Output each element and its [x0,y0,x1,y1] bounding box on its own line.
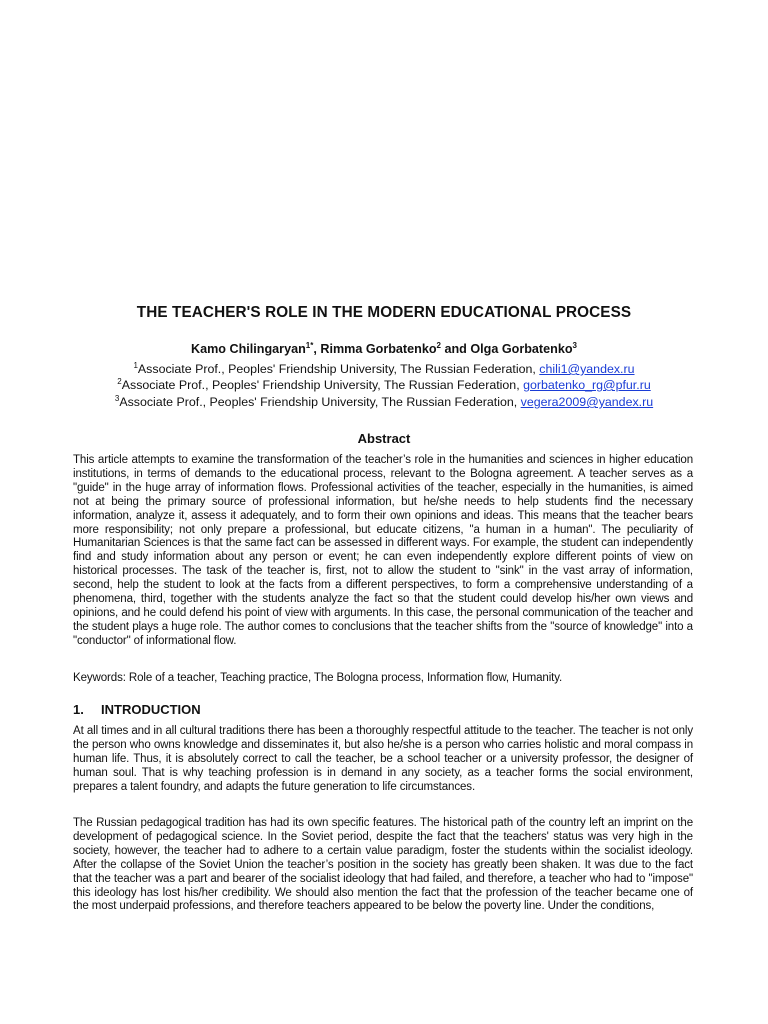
affiliation-superscript: 1 [133,361,138,370]
paper-title: THE TEACHER'S ROLE IN THE MODERN EDUCATIONAL PROCESS [136,304,632,321]
abstract-heading: Abstract [357,431,411,446]
affiliation-superscript: 2 [117,377,122,386]
author-superscript: 3 [572,341,577,350]
email-link[interactable]: vegera2009@yandex.ru [520,395,654,410]
author-name: Rimma Gorbatenko [320,342,437,357]
author-separator: and [440,342,471,357]
email-link[interactable]: chili1@yandex.ru [539,362,635,377]
section-number: 1. [73,702,84,717]
affiliation-3 [0,394,768,409]
affiliation-2 [0,377,768,392]
affiliation-text: Associate Prof., Peoples' Friendship University, The Russian Federation, [137,362,540,377]
section-title: INTRODUCTION [101,702,201,717]
intro-paragraph-2: The Russian pedagogical tradition has had its own specific features. The historical path of the country left an imprint on the development of pedagogical science. In the Soviet period, despite the fact that the teachers' status was very high in the society, however, the teacher had to adhere to a certain value paradigm, foster the students within the socialist ideology. After the collapse of the Soviet Union the teacher’s position in the society has greatly been shaken. It was due to the fact that the teacher was a part and bearer of the socialist ideology that had failed, and therefore, a teacher who had to "impose" this ideology has lost his/her credibility. We should also mention the fact that the profession of the teacher became one of the most underpaid professions, and therefore teachers appeared to be below the poverty line. Under the conditions, [73,817,693,913]
affiliation-text: Associate Prof., Peoples' Friendship University, The Russian Federation, [121,378,524,393]
keywords-line: Keywords: Role of a teacher, Teaching practice, The Bologna process, Information flow, Humanity. [73,672,563,684]
author-list [0,341,768,356]
intro-paragraph-1: At all times and in all cultural traditions there has been a thoroughly respectful attitude to the teacher. The teacher is not only the person who owns knowledge and disseminates it, but also he/she is a person who carries holistic and moral compass in human life. Thus, it is absolutely correct to call the teacher, be a school teacher or a university professor, the designer of human soul. That is why teaching profession is in demand in any society, as a teacher forms the social environment, prepares a talent foundry, and adapts the future generation to life circumstances. [73,725,693,793]
author-name: Kamo Chilingaryan [191,342,306,357]
author-separator: , [313,342,321,357]
author-superscript: 2 [436,341,441,350]
affiliation-text: Associate Prof., Peoples' Friendship University, The Russian Federation, [119,395,521,410]
author-name: Olga Gorbatenko [470,342,573,357]
section-heading [73,702,201,717]
email-link[interactable]: gorbatenko_rg@pfur.ru [523,378,651,393]
affiliation-superscript: 3 [114,394,120,403]
abstract-text: This article attempts to examine the transformation of the teacher’s role in the humanities and sciences in higher education institutions, in terms of demands to the educational process, relevant to the Bologna agreement. A teacher serves as a "guide" in the huge array of information flows. Professional activities of the teacher, especially in the humanities, is aimed not at being the primary source of professional information, but he/she needs to help students find the necessary information, analyze it, assess it adequately, and to form their own opinions and ideas. This means that the teacher bears more responsibility; not only prepare a professional, but educate citizens, "a human in a human". The peculiarity of Humanitarian Sciences is that the same fact can be assessed in different ways. For example, the student can independently find and study information about any person or event; he can even independently explore different points of view on historical processes. The task of the teacher is, first, not to allow the student to "sink" in the vast array of information, second, help the student to look at the facts from a different perspectives, to form a comprehensive understanding of a phenomena, third, together with the students analyze the fact so that the student could develop his/her own views and opinions, and he could defend his point of view with arguments. In this case, the personal communication of the teacher and the student plays a huge role. The author comes to conclusions that the teacher shifts from the "source of knowledge" into a "conductor" of informational flow. [73,454,693,647]
author-superscript: 1* [305,341,314,350]
affiliation-1 [0,361,768,376]
